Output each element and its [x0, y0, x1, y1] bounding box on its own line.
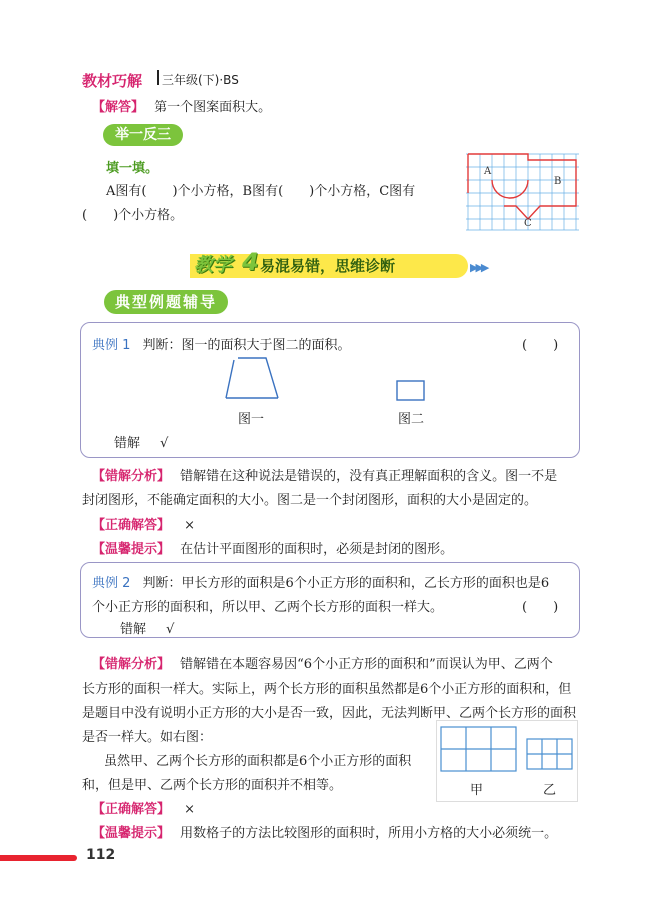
practice-badge: 举一反三 — [103, 124, 183, 146]
grid-figure — [466, 152, 581, 232]
correct-1-tag: 【正确解答】 — [92, 518, 171, 533]
answer-tag: 【解答】 — [92, 100, 145, 115]
example-2-question-1 — [92, 572, 549, 591]
example-1-wrong-answer — [114, 432, 168, 451]
correct-2 — [92, 798, 195, 817]
banner-arrows-icon: ▶▶▶ — [470, 261, 487, 274]
tip-2-tag: 【温馨提示】 — [92, 826, 171, 841]
example-1-question — [92, 334, 351, 353]
footer-bar — [0, 855, 77, 861]
analysis-2-text-5: 虽然甲、乙两个长方形的面积都是6个小正方形的面积 — [104, 754, 412, 769]
analysis-1-text-2: 封闭图形，不能确定面积的大小。图二是一个封闭图形，面积的大小是固定的。 — [82, 493, 538, 508]
example-1-label: 典例 1 — [92, 338, 131, 353]
analysis-2-line-1 — [92, 652, 553, 677]
tip-1-tag: 【温馨提示】 — [92, 542, 171, 557]
correct-1-mark: × — [184, 518, 196, 533]
answer-text: 第一个图案面积大。 — [154, 100, 272, 115]
analysis-2-text-6: 和，但是甲、乙两个长方形的面积并不相等。 — [82, 778, 343, 793]
tip-2 — [92, 822, 557, 841]
tip-2-text: 用数格子的方法比较图形的面积时，所用小方格的大小必须统一。 — [180, 826, 558, 841]
wrong-mark-2: √ — [166, 622, 175, 637]
page-number: 112 — [86, 847, 116, 863]
grid-label-b: B — [554, 176, 562, 187]
caption-yi: 乙 — [543, 783, 557, 798]
example-1-paren: ( ) — [522, 338, 559, 353]
banner-title: 易混易错，思维诊断 — [260, 257, 396, 275]
tip-1-text: 在估计平面图形的面积时，必须是封闭的图形。 — [180, 542, 454, 557]
analysis-2-text-4: 是否一样大。如右图： — [82, 730, 213, 745]
banner-number: 4 — [242, 248, 259, 276]
example-2-paren: ( ) — [522, 600, 559, 615]
grade-label: 三年级(下)·BS — [162, 73, 239, 87]
analysis-1-text-1: 错解错在这种说法是错误的，没有真正理解面积的含义。图一不是 — [180, 469, 558, 484]
banner-teach: 教学 — [194, 254, 233, 276]
figure-two-caption: 图二 — [398, 412, 425, 427]
book-brand: 教材巧解 — [82, 72, 143, 90]
figure-two-rectangle — [396, 380, 426, 402]
fill-question — [106, 180, 451, 204]
caption-jia: 甲 — [470, 783, 484, 798]
example-2-text-2: 个小正方形的面积和，所以甲、乙两个长方形的面积一样大。 — [92, 600, 444, 615]
fill-line-1: A图有( )个小方格，B图有( )个小方格，C图有 — [106, 184, 416, 199]
rect-yi — [526, 738, 574, 772]
analysis-2-text-1: 错解错在本题容易因“6个小正方形的面积和”而误认为甲、乙两个 — [180, 657, 553, 672]
section-banner — [190, 248, 468, 280]
rect-jia — [440, 726, 518, 774]
example-2-text-1: 判断：甲长方形的面积是6个小正方形的面积和，乙长方形的面积也是6 — [142, 576, 550, 591]
wrong-label-2: 错解 — [120, 622, 147, 637]
analysis-2-text-2: 长方形的面积一样大。实际上，两个长方形的面积虽然都是6个小正方形的面积和，但 — [82, 682, 572, 697]
prev-answer — [92, 96, 271, 115]
correct-1 — [92, 514, 195, 533]
wrong-mark: √ — [160, 436, 169, 451]
header-divider — [157, 70, 159, 85]
grid-label-c: C — [524, 218, 532, 229]
correct-2-mark: × — [184, 802, 196, 817]
figure-one-open-shape — [222, 356, 282, 402]
analysis-2-tag: 【错解分析】 — [92, 657, 171, 672]
example-1-text: 判断：图一的面积大于图二的面积。 — [142, 338, 351, 353]
examples-badge: 典型例题辅导 — [104, 290, 228, 314]
fill-line-2: ( )个小方格。 — [82, 208, 184, 223]
example-2-label: 典例 2 — [92, 576, 131, 591]
correct-2-tag: 【正确解答】 — [92, 802, 171, 817]
fill-title: 填一填。 — [106, 161, 159, 176]
analysis-2-text-3: 是题目中没有说明小正方形的大小是否一致，因此，无法判断甲、乙两个长方形的面积 — [82, 706, 577, 721]
wrong-label: 错解 — [114, 436, 141, 451]
tip-1 — [92, 538, 453, 557]
grid-label-a: A — [484, 166, 492, 177]
figure-one-caption: 图一 — [238, 412, 265, 427]
analysis-1 — [92, 464, 592, 489]
example-2-wrong-answer — [120, 618, 174, 637]
analysis-1-tag: 【错解分析】 — [92, 469, 171, 484]
